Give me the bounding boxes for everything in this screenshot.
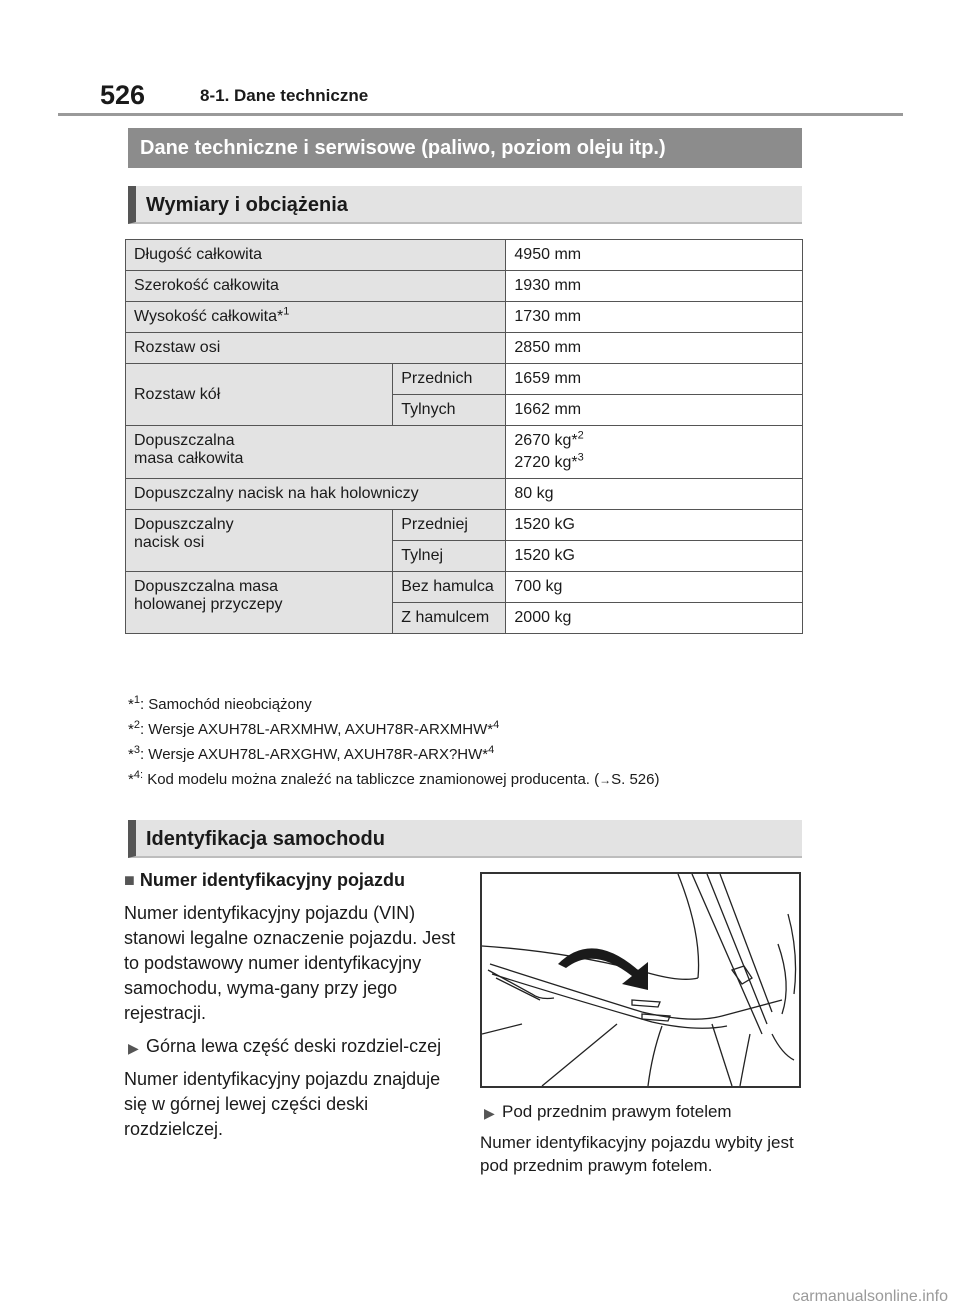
- arrow-right-icon: →: [599, 773, 612, 787]
- spec-label: [126, 302, 506, 333]
- spec-label-line: holowanej przyczepy: [134, 596, 283, 613]
- footnote-text: : Wersje AXUH78L-ARXGHW, AXUH78R-ARX?HW*: [139, 746, 489, 763]
- location-paragraph: Numer identyfikacyjny pojazdu znajduje się w górnej lewej części deski rozdzielczej.: [124, 1069, 441, 1139]
- footnotes: [128, 692, 808, 792]
- table-row: [126, 572, 803, 603]
- pointer-arrow-icon: [558, 948, 648, 990]
- location-item: [480, 1100, 810, 1123]
- spec-sublabel: Tylnej: [393, 541, 506, 572]
- footnote: [128, 692, 808, 717]
- spec-sublabel: Przednich: [393, 364, 506, 395]
- footnote: [128, 742, 808, 767]
- spec-value: 1520 kG: [506, 541, 803, 572]
- spec-label-line: Dopuszczalna: [134, 432, 235, 449]
- spec-label: Dopuszczalny nacisk na hak holowniczy: [126, 479, 506, 510]
- footnote-mark: *: [128, 721, 134, 738]
- table-row: [126, 271, 803, 302]
- vin-description: [124, 868, 464, 1142]
- spec-value: 1520 kG: [506, 510, 803, 541]
- spec-value: 2850 mm: [506, 333, 803, 364]
- footnote-mark: *: [128, 746, 134, 763]
- location-paragraph: Numer identyfikacyjny pojazdu wybity jest pod przednim prawym fotelem.: [480, 1133, 794, 1175]
- footnote-text: : Wersje AXUH78L-ARXMHW, AXUH78R-ARXMHW*: [139, 721, 494, 738]
- footnote-number: 2: [133, 719, 140, 731]
- table-row: [126, 479, 803, 510]
- spec-value: 4950 mm: [506, 240, 803, 271]
- triangle-bullet-icon: ▶: [128, 1040, 139, 1056]
- spec-value: 1730 mm: [506, 302, 803, 333]
- chapter-title: 8-1. Dane techniczne: [200, 86, 369, 105]
- seat-location: [480, 1100, 810, 1177]
- spec-label-line: Dopuszczalna masa: [134, 578, 279, 595]
- section-banner: Dane techniczne i serwisowe (paliwo, poziom oleju itp.): [128, 128, 802, 168]
- spec-label: [126, 426, 506, 479]
- spec-label: Szerokość całkowita: [126, 271, 506, 302]
- footnote-mark: *: [128, 771, 134, 788]
- square-bullet-icon: ■: [124, 870, 140, 890]
- spec-value: 80 kg: [506, 479, 803, 510]
- header-rule: [58, 113, 903, 116]
- triangle-bullet-icon: ▶: [484, 1105, 495, 1121]
- footnote-text: : Samochód nieobciążony: [139, 696, 312, 713]
- table-row: [126, 240, 803, 271]
- spec-label: Rozstaw osi: [126, 333, 506, 364]
- location-item: [124, 1034, 464, 1059]
- vin-paragraph: Numer identyfikacyjny pojazdu (VIN) stanowi legalne oznaczenie pojazdu. Jest to podstawowy numer identyfikacyjny samochodu, wyma-gany przy jego rejestracji.: [124, 903, 456, 1023]
- spec-value: 1930 mm: [506, 271, 803, 302]
- footnote-ref: 4: [488, 744, 495, 756]
- location-label: Górna lewa część deski rozdziel-czej: [146, 1036, 442, 1056]
- table-row: [126, 364, 803, 395]
- spec-label: [126, 572, 393, 634]
- spec-label: [126, 510, 393, 572]
- page-number: 526: [100, 80, 146, 110]
- footnote-ref: 2: [577, 429, 584, 442]
- spec-label: Długość całkowita: [126, 240, 506, 271]
- spec-sublabel: Z hamulcem: [393, 603, 506, 634]
- footnote-mark: *: [128, 696, 134, 713]
- location-label: Pod przednim prawym fotelem: [502, 1102, 732, 1121]
- table-row: [126, 510, 803, 541]
- spec-label-line: nacisk osi: [134, 534, 205, 551]
- table-row: [126, 302, 803, 333]
- footnote-text: Kod modelu można znaleźć na tabliczce znamionowej producenta. (: [143, 771, 600, 788]
- spec-value: 2000 kg: [506, 603, 803, 634]
- spec-value-text: 2720 kg*: [514, 454, 578, 471]
- footnote-ref: 1: [283, 305, 290, 318]
- spec-value: [506, 426, 803, 479]
- spec-sublabel: Bez hamulca: [393, 572, 506, 603]
- dashboard-drawing: [482, 874, 799, 1086]
- spec-value: 1659 mm: [506, 364, 803, 395]
- footnote-ref: 3: [577, 451, 584, 464]
- footnote-number: 4:: [133, 769, 144, 781]
- footnote: [128, 717, 808, 742]
- table-row: [126, 426, 803, 479]
- spec-label: Rozstaw kół: [126, 364, 393, 426]
- dimensions-heading: Wymiary i obciążenia: [128, 186, 802, 224]
- spec-sublabel: Tylnych: [393, 395, 506, 426]
- footnote-ref: 4: [493, 719, 500, 731]
- vin-title-text: Numer identyfikacyjny pojazdu: [139, 870, 405, 890]
- watermark: carmanualsonline.info: [792, 1288, 948, 1305]
- spec-value-text: 2670 kg*: [514, 432, 578, 449]
- specs-table: [125, 239, 803, 634]
- vin-location-illustration: [480, 872, 801, 1088]
- footnote-number: 3: [133, 744, 140, 756]
- spec-value: 1662 mm: [506, 395, 803, 426]
- spec-label-line: masa całkowita: [134, 450, 244, 467]
- vin-title: [124, 868, 464, 893]
- table-row: [126, 333, 803, 364]
- page-reference-link[interactable]: S. 526): [611, 771, 660, 788]
- spec-sublabel: Przedniej: [393, 510, 506, 541]
- spec-value: 700 kg: [506, 572, 803, 603]
- identification-heading: Identyfikacja samochodu: [128, 820, 802, 858]
- spec-label-line: Dopuszczalny: [134, 516, 234, 533]
- footnote-number: 1: [133, 694, 140, 706]
- spec-label-text: Wysokość całkowita*: [134, 308, 284, 325]
- footnote: [128, 767, 808, 792]
